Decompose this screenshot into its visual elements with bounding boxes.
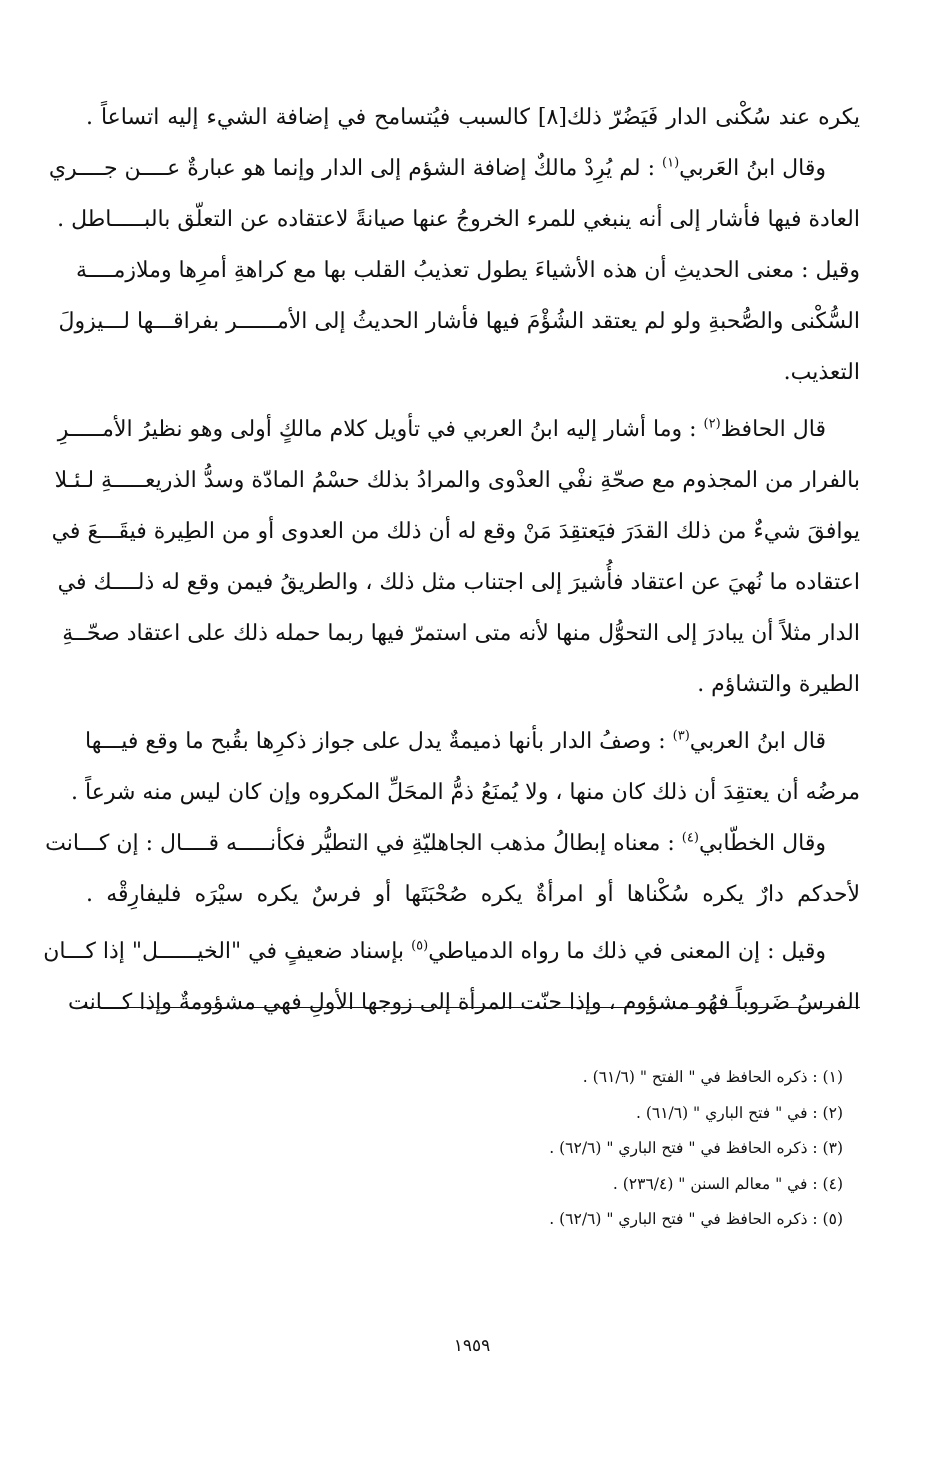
footnote-ref[interactable]: (٥) xyxy=(411,938,429,954)
text-line: بالفرار من المجذوم مع صحّةِ نفْي العدْوى والمرادُ بذلك حسْمُ المادّة وسدُّ الذريعـــــةِ لـئـلا xyxy=(54,468,860,493)
text-line: وقال الخطّابي$^{(٤)}$ : معناه إبطالُ مذهب الجاهليّةِ في التطيُّر فكأنـــــه قــــال : إن كـــانت xyxy=(45,830,826,856)
text-line: التعذيب. xyxy=(783,360,860,385)
footnotes xyxy=(203,1060,843,1238)
page-number: ١٩٥٩ xyxy=(453,1336,491,1356)
text-line: السُّكْنى والصُّحبةِ ولو لم يعتقد الشُؤْمَ فيها فأشار الحديثُ إلى الأمــــــر بفراقـــها لـــيزولَ xyxy=(58,309,860,334)
text-line: قال الحافظ$^{(٢)}$ : وما أشار إليه ابنُ العربي في تأويل كلام مالكٍ أولى وهو نظيرُ الأمـــــرِ xyxy=(57,416,826,442)
text-line: العادة فيها فأشار إلى أنه ينبغي للمرء الخروجُ عنها صيانةً لاعتقاده عن التعلّق بالبـــــاطل . xyxy=(57,207,860,232)
text-line: وقيل : معنى الحديثِ أن هذه الأشياءَ يطول تعذيبُ القلب بها مع كراهةِ أمرِها وملازمــــة xyxy=(76,258,860,283)
text-line: يوافقَ شيءٌ من ذلك القدَرَ فيَعتقِدَ مَنْ وقع له أن ذلك من العدوى أو من الطِيرة فيقَـــعَ في xyxy=(51,519,860,544)
footnote-ref[interactable]: (٢) xyxy=(703,416,721,432)
footnote-ref[interactable]: (٤) xyxy=(681,830,699,846)
text-line: الفرسُ ضَروباً فهُو مشؤوم ، وإذا حنّت المرأة إلى زوجها الأولِ فهي مشؤومةٌ وإذا كـــانت xyxy=(67,990,860,1015)
footnote: (٣) : ذكره الحافظ في " فتح الباري " (٦٢/٦) . xyxy=(549,1139,843,1157)
text-line: اعتقاده ما نُهيَ عن اعتقاد فأُشيرَ إلى اجتناب مثل ذلك ، والطريقُ فيمن وقع له ذلــــك في xyxy=(57,570,860,595)
main-text xyxy=(43,92,861,1028)
text-line: الطيرة والتشاؤم . xyxy=(697,672,860,697)
footnote: (٥) : ذكره الحافظ في " فتح الباري " (٦٢/٦) . xyxy=(549,1210,843,1228)
text-line: مرضُه أن يعتقِدَ أن ذلك كان منها ، ولا يُمنَعُ ذمُّ المحَلِّ المكروه وإن كان ليس منه شرعاً . xyxy=(71,780,860,805)
footnote: (١) : ذكره الحافظ في " الفتح " (٦١/٦) . xyxy=(582,1068,843,1086)
footnote: (٤) : في " معالم السنن " (٢٣٦/٤) . xyxy=(612,1174,843,1193)
text-line: لأحدكم دارٌ يكره سُكْناها أو امرأةٌ يكره صُحْبَتَها أو فرسٌ يكره سيْرَه فليفارِقْه . xyxy=(86,882,860,907)
footnote-divider xyxy=(84,1007,860,1008)
footnote: (٢) : في " فتح الباري " (٦١/٦) . xyxy=(635,1103,843,1122)
text-line: الدار مثلاً أن يبادرَ إلى التحوُّل منها لأنه متى استمرّ فيها ربما حمله ذلك على اعتقاد صحّــةِ xyxy=(62,621,860,646)
footnote-ref[interactable]: (١) xyxy=(662,155,680,171)
text-line: قال ابنُ العربي$^{(٣)}$ : وصفُ الدار بأنها ذميمةٌ يدل على جواز ذكرِها بقُبح ما وقع فيـــها xyxy=(85,728,826,754)
text-line: وقيل : إن المعنى في ذلك ما رواه الدمياطي$^{(٥)}$ بإسناد ضعيفٍ في "الخيــــــل" إذا كـــان xyxy=(43,938,826,964)
text-line: وقال ابنُ العَربي$^{(١)}$ : لم يُرِدْ مالكٌ إضافة الشؤم إلى الدار وإنما هو عبارةٌ عــــن جــــري xyxy=(48,155,826,181)
footnote-ref[interactable]: (٣) xyxy=(672,728,690,744)
text-line: يكره عند سُكْنى الدار فَيَضُرّ ذلك[٨] كالسبب فيُتسامح في إضافة الشيء إليه اتساعاً . xyxy=(86,105,861,130)
